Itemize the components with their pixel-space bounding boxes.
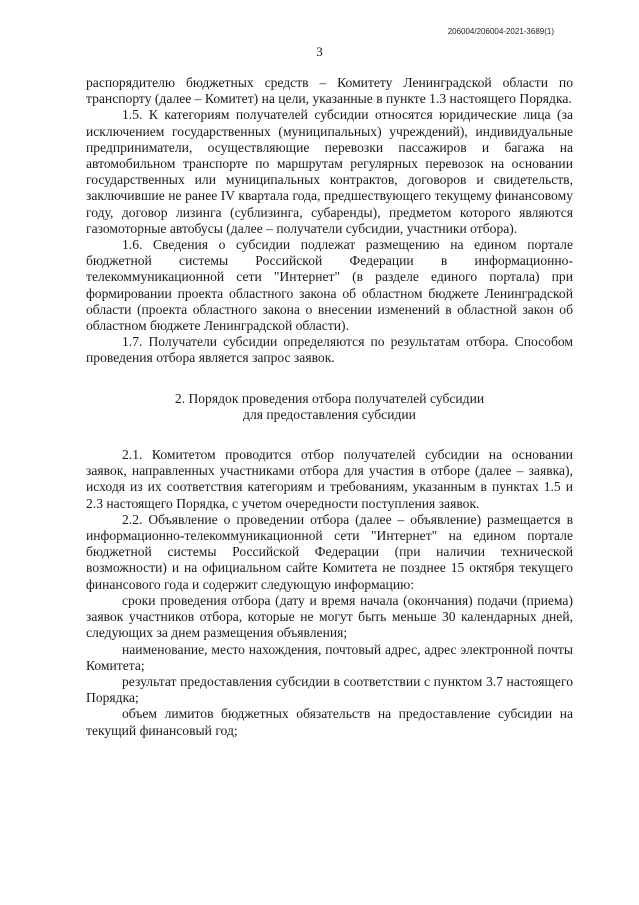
paragraph-1-5: 1.5. К категориям получателей субсидии относятся юридические лица (за исключением государственных (муниципальных) учреждений), индивидуальные предприниматели, осуществляющие перевозки пассажиров и багажа на автомобильном транспорте по маршрутам регулярных перевозок на основании государственных или муниципальных контрактов, договоров и свидетельств, заключившие не ранее IV квартала года, предшествующего текущему финансовому году, договор лизинга (сублизинга, субаренды), предметом которого являются газомоторные автобусы (далее – получатели субсидии, участники отбора). [86,107,573,236]
section-heading-line-1: 2. Порядок проведения отбора получателей субсидии [174,390,485,406]
page-number: 3 [316,44,323,59]
document-id: 206004/206004-2021-3689(1) [447,27,554,36]
paragraph-terms: сроки проведения отбора (дату и время начала (окончания) подачи (приема) заявок участников отбора, которые не могут быть меньше 30 календарных дней, следующих за днем размещения объявления; [86,592,573,641]
document-body [86,75,573,739]
paragraph-1-7: 1.7. Получатели субсидии определяются по результатам отбора. Способом проведения отбора является запрос заявок. [86,334,573,366]
paragraph-1-6: 1.6. Сведения о субсидии подлежат размещению на едином портале бюджетной системы Российской Федерации в информационно-телекоммуникационной сети "Интернет" (в разделе единого портала) при формировании проекта областного закона об областном бюджете Ленинградской области (проекта областного закона о внесении изменений в областной закон об областном бюджете Ленинградской области). [86,237,573,334]
paragraph-2-1: 2.1. Комитетом проводится отбор получателей субсидии на основании заявок, направленных участниками отбора для участия в отборе (далее – заявка), исходя из их соответствия категориям и требованиям, указанным в пунктах 1.5 и 2.3 настоящего Порядка, с учетом очередности поступления заявок. [86,447,573,511]
section-heading-line-2: для предоставления субсидии [243,406,416,422]
paragraph-result: результат предоставления субсидии в соответствии с пунктом 3.7 настоящего Порядка; [86,673,573,706]
section-heading [86,391,573,423]
paragraph-intro: распорядителю бюджетных средств – Комитету Ленинградской области по транспорту (далее – Комитет) на цели, указанные в пункте 1.3 настоящего Порядка. [86,75,573,107]
paragraph-limits: объем лимитов бюджетных обязательств на предоставление субсидии на текущий финансовый год; [86,706,573,738]
paragraph-2-2: 2.2. Объявление о проведении отбора (далее – объявление) размещается в информационно-телекоммуникационной сети "Интернет" на едином портале бюджетной системы Российской Федерации (при наличии технической возможности) и на официальном сайте Комитета не позднее 15 октября текущего финансового года и содержит следующую информацию: [86,511,573,592]
paragraph-name-address: наименование, место нахождения, почтовый адрес, адрес электронной почты Комитета; [86,641,573,673]
